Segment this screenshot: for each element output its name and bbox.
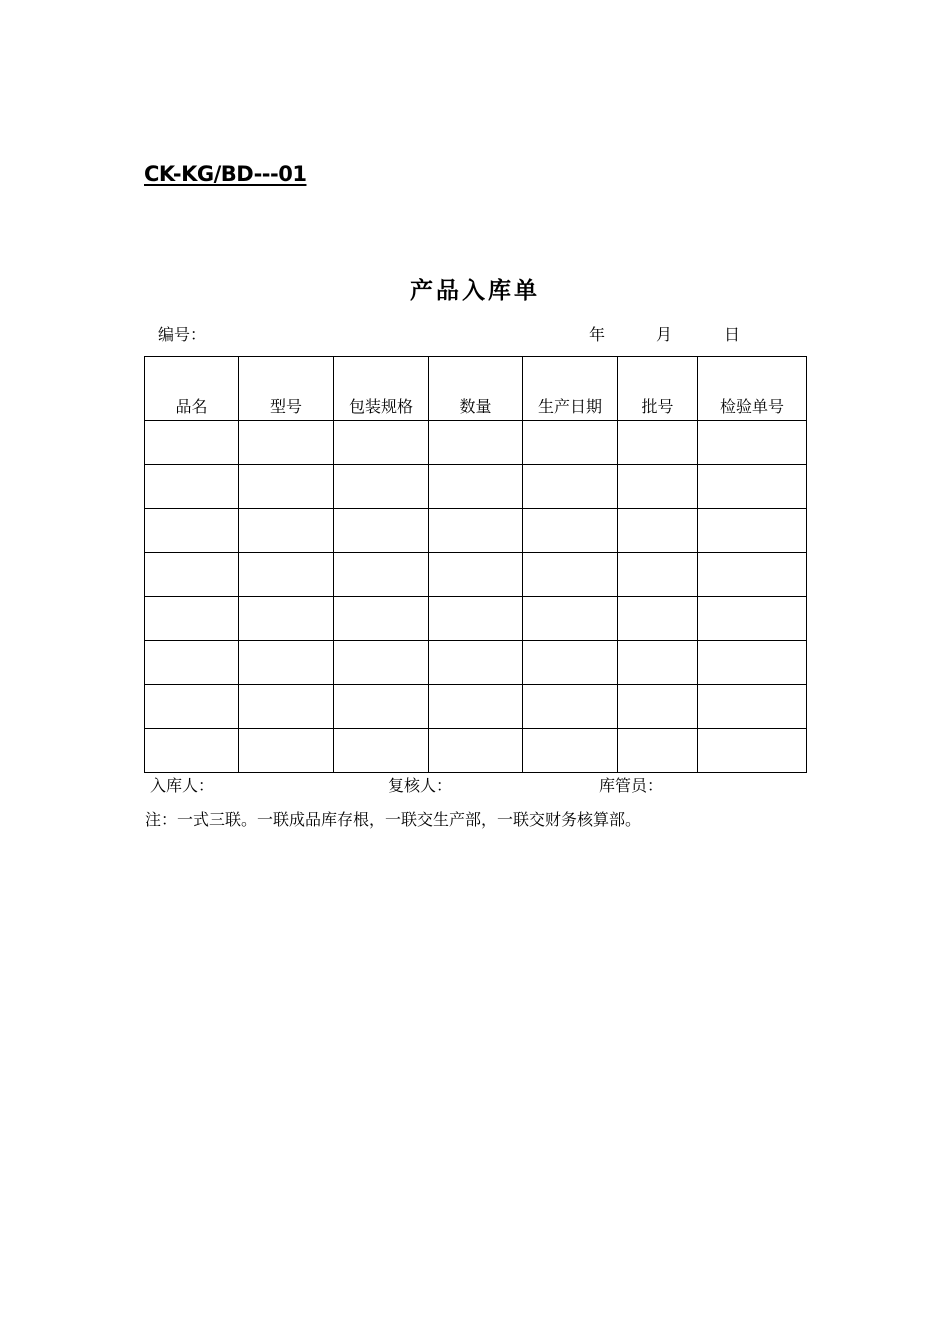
table-cell[interactable] — [334, 553, 429, 597]
keeper-label: 库管员： — [599, 776, 664, 795]
table-cell[interactable] — [145, 465, 239, 509]
table-cell[interactable] — [334, 685, 429, 729]
column-header-quantity: 数量 — [429, 357, 523, 421]
table-cell[interactable] — [618, 509, 698, 553]
table-row — [145, 465, 807, 509]
table-cell[interactable] — [145, 685, 239, 729]
table-cell[interactable] — [429, 597, 523, 641]
table-cell[interactable] — [334, 509, 429, 553]
table-cell[interactable] — [523, 729, 618, 773]
column-header-production-date: 生产日期 — [523, 357, 618, 421]
table-cell[interactable] — [698, 729, 807, 773]
table-cell[interactable] — [618, 729, 698, 773]
month-label: 月 — [656, 325, 673, 344]
column-header-product-name: 品名 — [145, 357, 239, 421]
table-cell[interactable] — [334, 729, 429, 773]
table-row — [145, 509, 807, 553]
table-cell[interactable] — [618, 597, 698, 641]
table-cell[interactable] — [429, 421, 523, 465]
table-cell[interactable] — [618, 685, 698, 729]
table-cell[interactable] — [698, 421, 807, 465]
year-label: 年 — [589, 325, 606, 344]
reviewer-label: 复核人： — [388, 776, 453, 795]
table-cell[interactable] — [523, 553, 618, 597]
table-row — [145, 641, 807, 685]
table-cell[interactable] — [239, 729, 334, 773]
table-cell[interactable] — [145, 553, 239, 597]
table-cell[interactable] — [429, 641, 523, 685]
day-label: 日 — [724, 325, 741, 344]
table-cell[interactable] — [698, 597, 807, 641]
table-cell[interactable] — [698, 641, 807, 685]
table-cell[interactable] — [698, 553, 807, 597]
table-row — [145, 597, 807, 641]
table-cell[interactable] — [145, 509, 239, 553]
table-cell[interactable] — [429, 509, 523, 553]
table-cell[interactable] — [523, 685, 618, 729]
table-cell[interactable] — [523, 465, 618, 509]
table-cell[interactable] — [523, 597, 618, 641]
receiver-label: 入库人： — [150, 776, 215, 795]
table-body — [145, 421, 807, 773]
document-code: CK-KG/BD---01 — [144, 162, 307, 186]
footnote: 注：一式三联。一联成品库存根，一联交生产部，一联交财务核算部。 — [145, 810, 642, 829]
table-row — [145, 421, 807, 465]
table-cell[interactable] — [239, 685, 334, 729]
table-header-row — [145, 357, 807, 421]
table-cell[interactable] — [618, 641, 698, 685]
number-label: 编号： — [158, 325, 207, 344]
table-cell[interactable] — [618, 553, 698, 597]
table-cell[interactable] — [145, 729, 239, 773]
table-cell[interactable] — [239, 553, 334, 597]
inventory-table — [144, 356, 807, 773]
table-cell[interactable] — [239, 421, 334, 465]
table-cell[interactable] — [698, 685, 807, 729]
table-cell[interactable] — [334, 421, 429, 465]
form-title: 产品入库单 — [410, 278, 540, 304]
table-cell[interactable] — [145, 597, 239, 641]
column-header-package-spec: 包装规格 — [334, 357, 429, 421]
column-header-model: 型号 — [239, 357, 334, 421]
table-cell[interactable] — [334, 641, 429, 685]
table-cell[interactable] — [239, 465, 334, 509]
column-header-inspection-number: 检验单号 — [698, 357, 807, 421]
table-cell[interactable] — [523, 509, 618, 553]
table-row — [145, 729, 807, 773]
table-row — [145, 553, 807, 597]
table-cell[interactable] — [145, 421, 239, 465]
table-cell[interactable] — [429, 465, 523, 509]
table-row — [145, 685, 807, 729]
table-cell[interactable] — [334, 597, 429, 641]
table-cell[interactable] — [429, 685, 523, 729]
table-cell[interactable] — [523, 641, 618, 685]
table-cell[interactable] — [523, 421, 618, 465]
table-cell[interactable] — [698, 465, 807, 509]
table-cell[interactable] — [239, 509, 334, 553]
table-cell[interactable] — [429, 729, 523, 773]
table-cell[interactable] — [618, 421, 698, 465]
column-header-batch-number: 批号 — [618, 357, 698, 421]
table-cell[interactable] — [239, 641, 334, 685]
table-cell[interactable] — [145, 641, 239, 685]
table-cell[interactable] — [698, 509, 807, 553]
table-cell[interactable] — [429, 553, 523, 597]
table-cell[interactable] — [334, 465, 429, 509]
table-cell[interactable] — [239, 597, 334, 641]
table-cell[interactable] — [618, 465, 698, 509]
